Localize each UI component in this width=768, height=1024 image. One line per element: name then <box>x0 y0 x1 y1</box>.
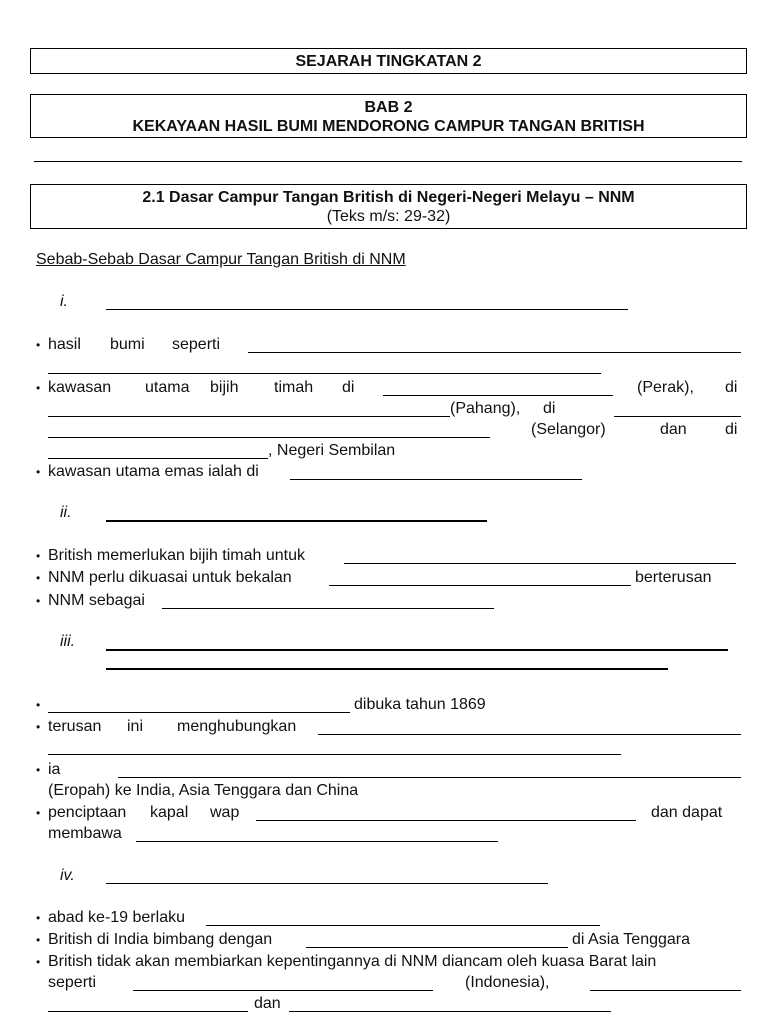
text: kawasan <box>48 379 112 396</box>
text: abad ke-19 berlaku <box>48 909 185 926</box>
text: NNM perlu dikuasai untuk bekalan <box>48 569 292 586</box>
bullet: • <box>36 549 41 563</box>
blank[interactable] <box>248 352 741 353</box>
chapter-title: KEKAYAAN HASIL BUMI MENDORONG CAMPUR TANGAN BRITISH <box>132 118 645 135</box>
blank-negeri-sembilan[interactable] <box>48 458 268 459</box>
text: dan <box>660 421 687 438</box>
text: British tidak akan membiarkan kepentingannya di NNM diancam oleh kuasa Barat lain <box>48 953 657 970</box>
blank[interactable] <box>136 841 498 842</box>
text: di <box>543 400 556 417</box>
bullet: • <box>36 720 41 734</box>
text: seperti <box>48 974 97 991</box>
blank[interactable] <box>614 416 741 417</box>
text: utama <box>145 379 190 396</box>
blank[interactable] <box>329 585 631 586</box>
blank[interactable] <box>206 925 600 926</box>
blank[interactable] <box>162 608 494 609</box>
text: timah <box>274 379 314 396</box>
blank[interactable] <box>118 777 741 778</box>
text-seperti: seperti <box>172 336 221 353</box>
text: membawa <box>48 825 122 842</box>
blank-iv-title[interactable] <box>106 883 548 884</box>
blank-selangor[interactable] <box>48 437 490 438</box>
text-hasil: hasil <box>48 336 81 353</box>
text: NNM sebagai <box>48 592 145 609</box>
text: di <box>725 421 738 438</box>
text-bumi: bumi <box>110 336 145 353</box>
text: ia <box>48 761 61 778</box>
text: terusan <box>48 718 102 735</box>
text: di <box>725 379 738 396</box>
text: British memerlukan bijih timah untuk <box>48 547 305 564</box>
blank[interactable] <box>48 712 350 713</box>
text: dan dapat <box>651 804 723 821</box>
blank-iii-title-2[interactable] <box>106 668 668 670</box>
bullet: • <box>36 465 41 479</box>
text: British di India bimbang dengan <box>48 931 273 948</box>
numeral-ii: ii. <box>60 504 72 521</box>
document-title-box <box>30 48 747 74</box>
chapter-number: BAB 2 <box>364 99 413 116</box>
blank[interactable] <box>48 1011 248 1012</box>
section-title: 2.1 Dasar Campur Tangan British di Negeri-Negeri Melayu – NNM <box>142 189 635 206</box>
chapter-box <box>30 94 747 138</box>
bullet: • <box>36 955 41 969</box>
blank[interactable] <box>48 754 621 755</box>
blank[interactable] <box>344 563 736 564</box>
text: (Indonesia), <box>465 974 550 991</box>
bullet: • <box>36 698 41 712</box>
divider <box>34 161 742 162</box>
main-heading: Sebab-Sebab Dasar Campur Tangan British di NNM <box>36 251 406 268</box>
numeral-iii: iii. <box>60 633 76 650</box>
text: kawasan utama emas ialah di <box>48 463 259 480</box>
bullet: • <box>36 911 41 925</box>
text: , Negeri Sembilan <box>268 442 396 459</box>
blank[interactable] <box>306 947 568 948</box>
blank-iii-title[interactable] <box>106 649 728 651</box>
text: wap <box>210 804 240 821</box>
blank-ii-title[interactable] <box>106 520 487 522</box>
text: bijih <box>210 379 239 396</box>
text: ini <box>127 718 144 735</box>
blank[interactable] <box>133 990 433 991</box>
section-box <box>30 184 747 229</box>
blank-emas[interactable] <box>290 479 582 480</box>
text: dibuka tahun 1869 <box>354 696 486 713</box>
bullet: • <box>36 594 41 608</box>
blank-pahang[interactable] <box>48 416 450 417</box>
bullet: • <box>36 933 41 947</box>
bullet: • <box>36 763 41 777</box>
numeral-iv: iv. <box>60 867 75 884</box>
bullet: • <box>36 806 41 820</box>
bullet: • <box>36 338 41 352</box>
text: (Perak), <box>637 379 694 396</box>
blank[interactable] <box>590 990 741 991</box>
bullet: • <box>36 381 41 395</box>
blank[interactable] <box>48 373 601 374</box>
blank[interactable] <box>318 734 741 735</box>
text: di <box>342 379 355 396</box>
text: dan <box>254 995 281 1012</box>
text: di Asia Tenggara <box>572 931 691 948</box>
document-title: SEJARAH TINGKATAN 2 <box>295 53 482 70</box>
numeral-i: i. <box>60 293 68 310</box>
blank-i-title[interactable] <box>106 309 628 310</box>
text: (Pahang), <box>450 400 521 417</box>
bullet: • <box>36 571 41 585</box>
text: (Eropah) ke India, Asia Tenggara dan China <box>48 782 359 799</box>
section-subtitle: (Teks m/s: 29-32) <box>326 208 451 225</box>
text: berterusan <box>635 569 712 586</box>
blank-perak[interactable] <box>383 395 613 396</box>
blank[interactable] <box>289 1011 611 1012</box>
text: menghubungkan <box>177 718 297 735</box>
text: penciptaan <box>48 804 127 821</box>
text: kapal <box>150 804 189 821</box>
blank[interactable] <box>256 820 636 821</box>
text: (Selangor) <box>531 421 606 438</box>
